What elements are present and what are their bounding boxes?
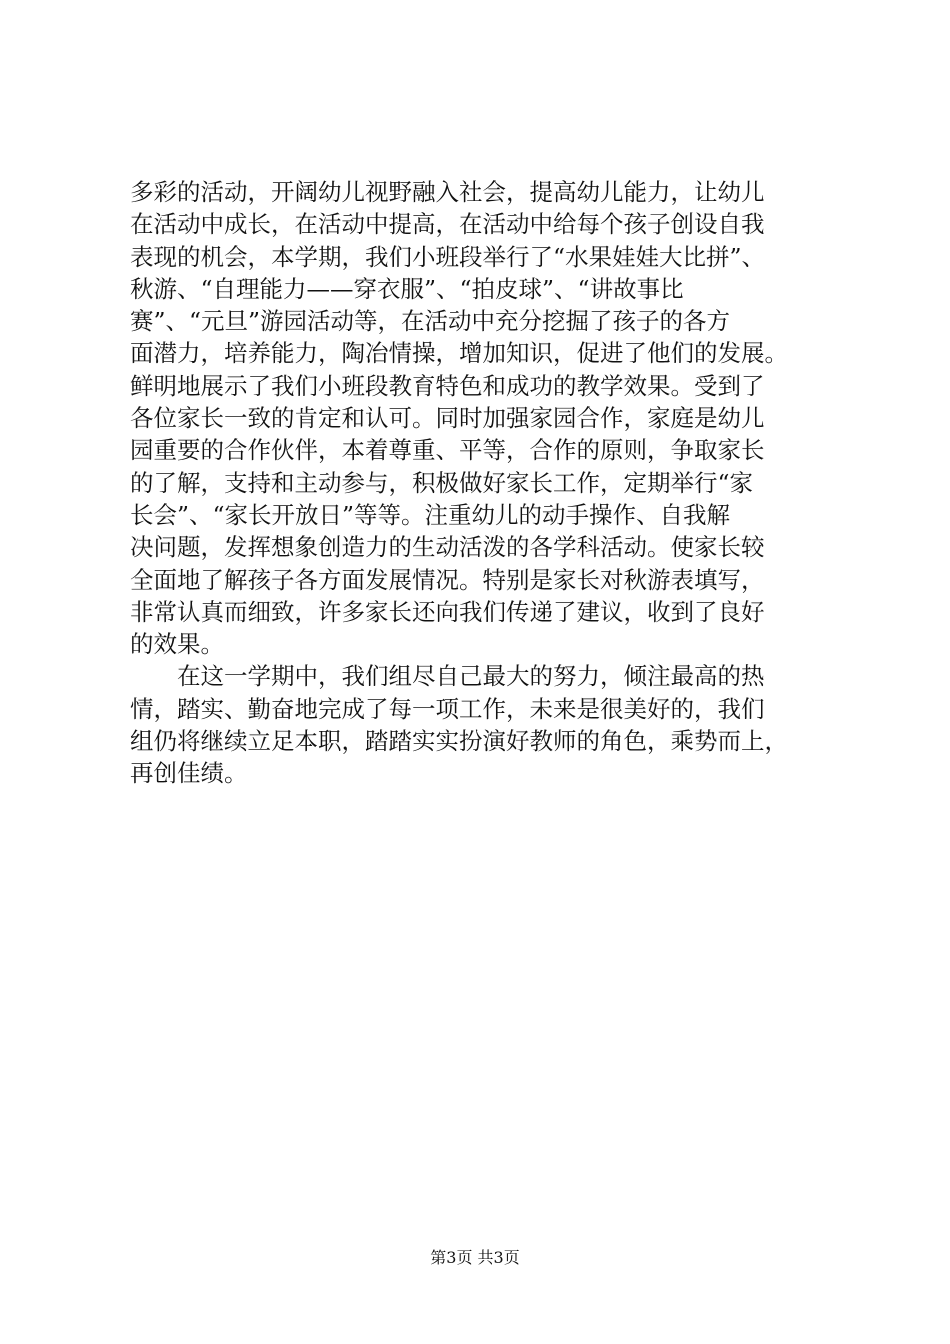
text-line: 鲜明地展示了我们小班段教育特色和成功的教学效果。受到了 (130, 371, 765, 400)
page-footer (0, 1248, 950, 1268)
text-line: 的了解，支持和主动参与，积极做好家长工作，定期举行“家 (130, 468, 754, 497)
text-line: 非常认真而细致，许多家长还向我们传递了建议，收到了良好 (130, 597, 765, 626)
text-line: 面潜力，培养能力，陶冶情操，增加知识，促进了他们的发展。 (130, 339, 788, 368)
text-line: 长会”、“家长开放日”等等。注重幼儿的动手操作、自我解 (130, 500, 731, 529)
text-line: 表现的机会，本学期，我们小班段举行了“水果娃娃大比拼”、 (130, 242, 766, 271)
text-line: 的效果。 (130, 630, 224, 659)
text-line: 秋游、“自理能力——穿衣服”、“拍皮球”、“讲故事比 (130, 274, 684, 303)
text-line: 全面地了解孩子各方面发展情况。特别是家长对秋游表填写， (130, 565, 765, 594)
page-number: 第3页 共3页 (430, 1248, 520, 1267)
text-line: 赛”、“元旦”游园活动等，在活动中充分挖掘了孩子的各方 (130, 307, 731, 336)
text-line: 再创佳绩。 (130, 759, 248, 788)
text-line: 在活动中成长，在活动中提高，在活动中给每个孩子创设自我 (130, 210, 765, 239)
text-line: 多彩的活动，开阔幼儿视野融入社会，提高幼儿能力，让幼儿 (130, 178, 765, 206)
text-line: 各位家长一致的肯定和认可。同时加强家园合作，家庭是幼儿 (130, 404, 765, 433)
text-line: 情，踏实、勤奋地完成了每一项工作，未来是很美好的，我们 (130, 694, 765, 723)
text-line: 组仍将继续立足本职，踏踏实实扮演好教师的角色，乘势而上， (130, 727, 788, 756)
text-line: 园重要的合作伙伴，本着尊重、平等，合作的原则，争取家长 (130, 436, 765, 465)
text-line: 决问题，发挥想象创造力的生动活泼的各学科活动。使家长较 (130, 533, 765, 562)
text-line: 在这一学期中，我们组尽自己最大的努力，倾注最高的热 (130, 662, 765, 691)
body-text (130, 176, 830, 790)
